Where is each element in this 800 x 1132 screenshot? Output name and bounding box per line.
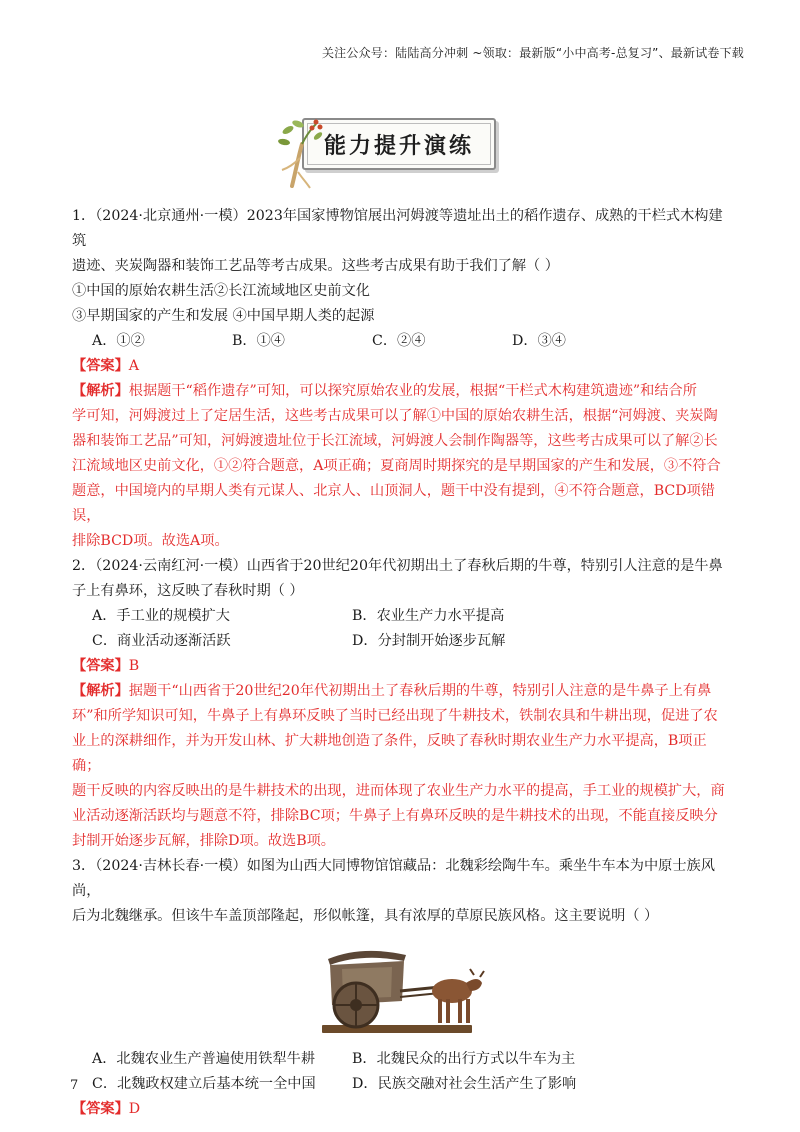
question-2 [72, 554, 732, 854]
options-row [72, 1072, 732, 1097]
analysis-block [72, 679, 732, 854]
analysis-line: 业上的深耕细作，并为开发山林、扩大耕地创造了条件，反映了春秋时期农业生产力水平提高，B项正确； [72, 733, 707, 774]
answer-tag: 【答案】 [72, 1101, 129, 1117]
figure [72, 939, 732, 1039]
analysis-block [72, 379, 732, 554]
answer-line [72, 654, 732, 679]
option-a: A．北魏农业生产普遍使用铁犁牛耕 [92, 1051, 316, 1067]
question-stem-line: 遗迹、夹炭陶器和装饰工艺品等考古成果。这些考古成果有助于我们了解（ ） [72, 258, 559, 274]
analysis-line: 学可知，河姆渡过上了定居生活，这些考古成果可以了解①中国的原始农耕生活，根据“河姆渡、夹炭陶 [72, 408, 718, 424]
analysis-line: 江流域地区史前文化，①②符合题意，A项正确；夏商周时期探究的是早期国家的产生和发展，③不符合 [72, 458, 721, 474]
options-row [72, 329, 732, 354]
question-stem-line: ①中国的原始农耕生活②长江流域地区史前文化 [72, 283, 370, 299]
answer-value: A [128, 358, 140, 374]
question-stem-line: ③早期国家的产生和发展 ④中国早期人类的起源 [72, 308, 375, 324]
header-note: 关注公众号：陆陆高分冲刺 ~领取：最新版“小中高考-总复习”、最新试卷下载 [321, 46, 744, 60]
question-stem-line: 2．（2024·云南红河·一模）山西省于20世纪20年代初期出土了春秋后期的牛尊，特别引人注意的是牛鼻 [72, 558, 723, 574]
option-c: C．②④ [372, 333, 426, 349]
question-stem-line: 1．（2024·北京通州·一模）2023年国家博物馆展出河姆渡等遗址出土的稻作遗存、成熟的干栏式木构建筑 [72, 208, 723, 249]
answer-tag: 【答案】 [72, 658, 129, 674]
answer-line [72, 1097, 732, 1122]
question-stem-line: 3．（2024·吉林长春·一模）如图为山西大同博物馆馆藏品：北魏彩绘陶牛车。乘坐牛车本为中原士族风尚， [72, 858, 715, 899]
section-banner [272, 114, 502, 178]
options-row [72, 1047, 732, 1072]
option-d: D．民族交融对社会生活产生了影响 [352, 1076, 577, 1092]
analysis-line: 题意，中国境内的早期人类有元谋人、北京人、山顶洞人，题干中没有提到，④不符合题意，BCD项错误， [72, 483, 715, 524]
analysis-line: 器和装饰工艺品”可知，河姆渡遗址位于长江流域，河姆渡人会制作陶器等，这些考古成果可以了解②长 [72, 433, 718, 449]
analysis-line: 封制开始逐步瓦解，排除D项。故选B项。 [72, 833, 335, 849]
question-stem-line: 子上有鼻环，这反映了春秋时期（ ） [72, 583, 304, 599]
answer-tag: 【答案】 [72, 358, 129, 374]
options-row [72, 604, 732, 629]
option-b: B．①④ [232, 333, 285, 349]
answer-value: B [128, 658, 140, 674]
analysis-line: 据题干“山西省于20世纪20年代初期出土了春秋后期的牛尊，特别引人注意的是牛鼻子上有鼻 [128, 683, 712, 699]
option-c: C．北魏政权建立后基本统一全中国 [92, 1076, 316, 1092]
painted-pottery-ox-cart-image [312, 939, 492, 1039]
analysis-line: 排除BCD项。故选A项。 [72, 533, 229, 549]
ginseng-icon [272, 114, 332, 194]
analysis-line: 环”和所学知识可知，牛鼻子上有鼻环反映了当时已经出现了牛耕技术，铁制农具和牛耕出现，促进了农 [72, 708, 718, 724]
analysis-tag: 【解析】 [72, 683, 129, 699]
page-number: 7 [70, 1078, 79, 1093]
option-a: A．手工业的规模扩大 [92, 608, 230, 624]
question-1 [72, 204, 732, 554]
answer-line [72, 354, 732, 379]
option-a: A．①② [92, 333, 145, 349]
question-3 [72, 854, 732, 1122]
option-d: D．分封制开始逐步瓦解 [352, 633, 506, 649]
analysis-line: 根据题干“稻作遗存”可知，可以探究原始农业的发展，根据“干栏式木构建筑遗迹”和结合所 [128, 383, 697, 399]
options-row [72, 629, 732, 654]
option-b: B．农业生产力水平提高 [352, 608, 505, 624]
option-b: B．北魏民众的出行方式以牛车为主 [352, 1051, 576, 1067]
answer-value: D [128, 1101, 141, 1117]
option-d: D．③④ [512, 333, 566, 349]
analysis-line: 业活动逐渐活跃均与题意不符，排除BC项；牛鼻子上有鼻环反映的是牛耕技术的出现，不能直接反映分 [72, 808, 718, 824]
option-c: C．商业活动逐渐活跃 [92, 633, 231, 649]
question-stem-line: 后为北魏继承。但该牛车盖顶部隆起，形似帐篷，具有浓厚的草原民族风格。这主要说明（ ） [72, 908, 659, 924]
section-title: 能力提升演练 [323, 134, 474, 159]
question-list [72, 204, 732, 1122]
analysis-line: 题干反映的内容反映出的是牛耕技术的出现，进而体现了农业生产力水平的提高，手工业的规模扩大，商 [72, 783, 725, 799]
analysis-tag: 【解析】 [72, 383, 129, 399]
